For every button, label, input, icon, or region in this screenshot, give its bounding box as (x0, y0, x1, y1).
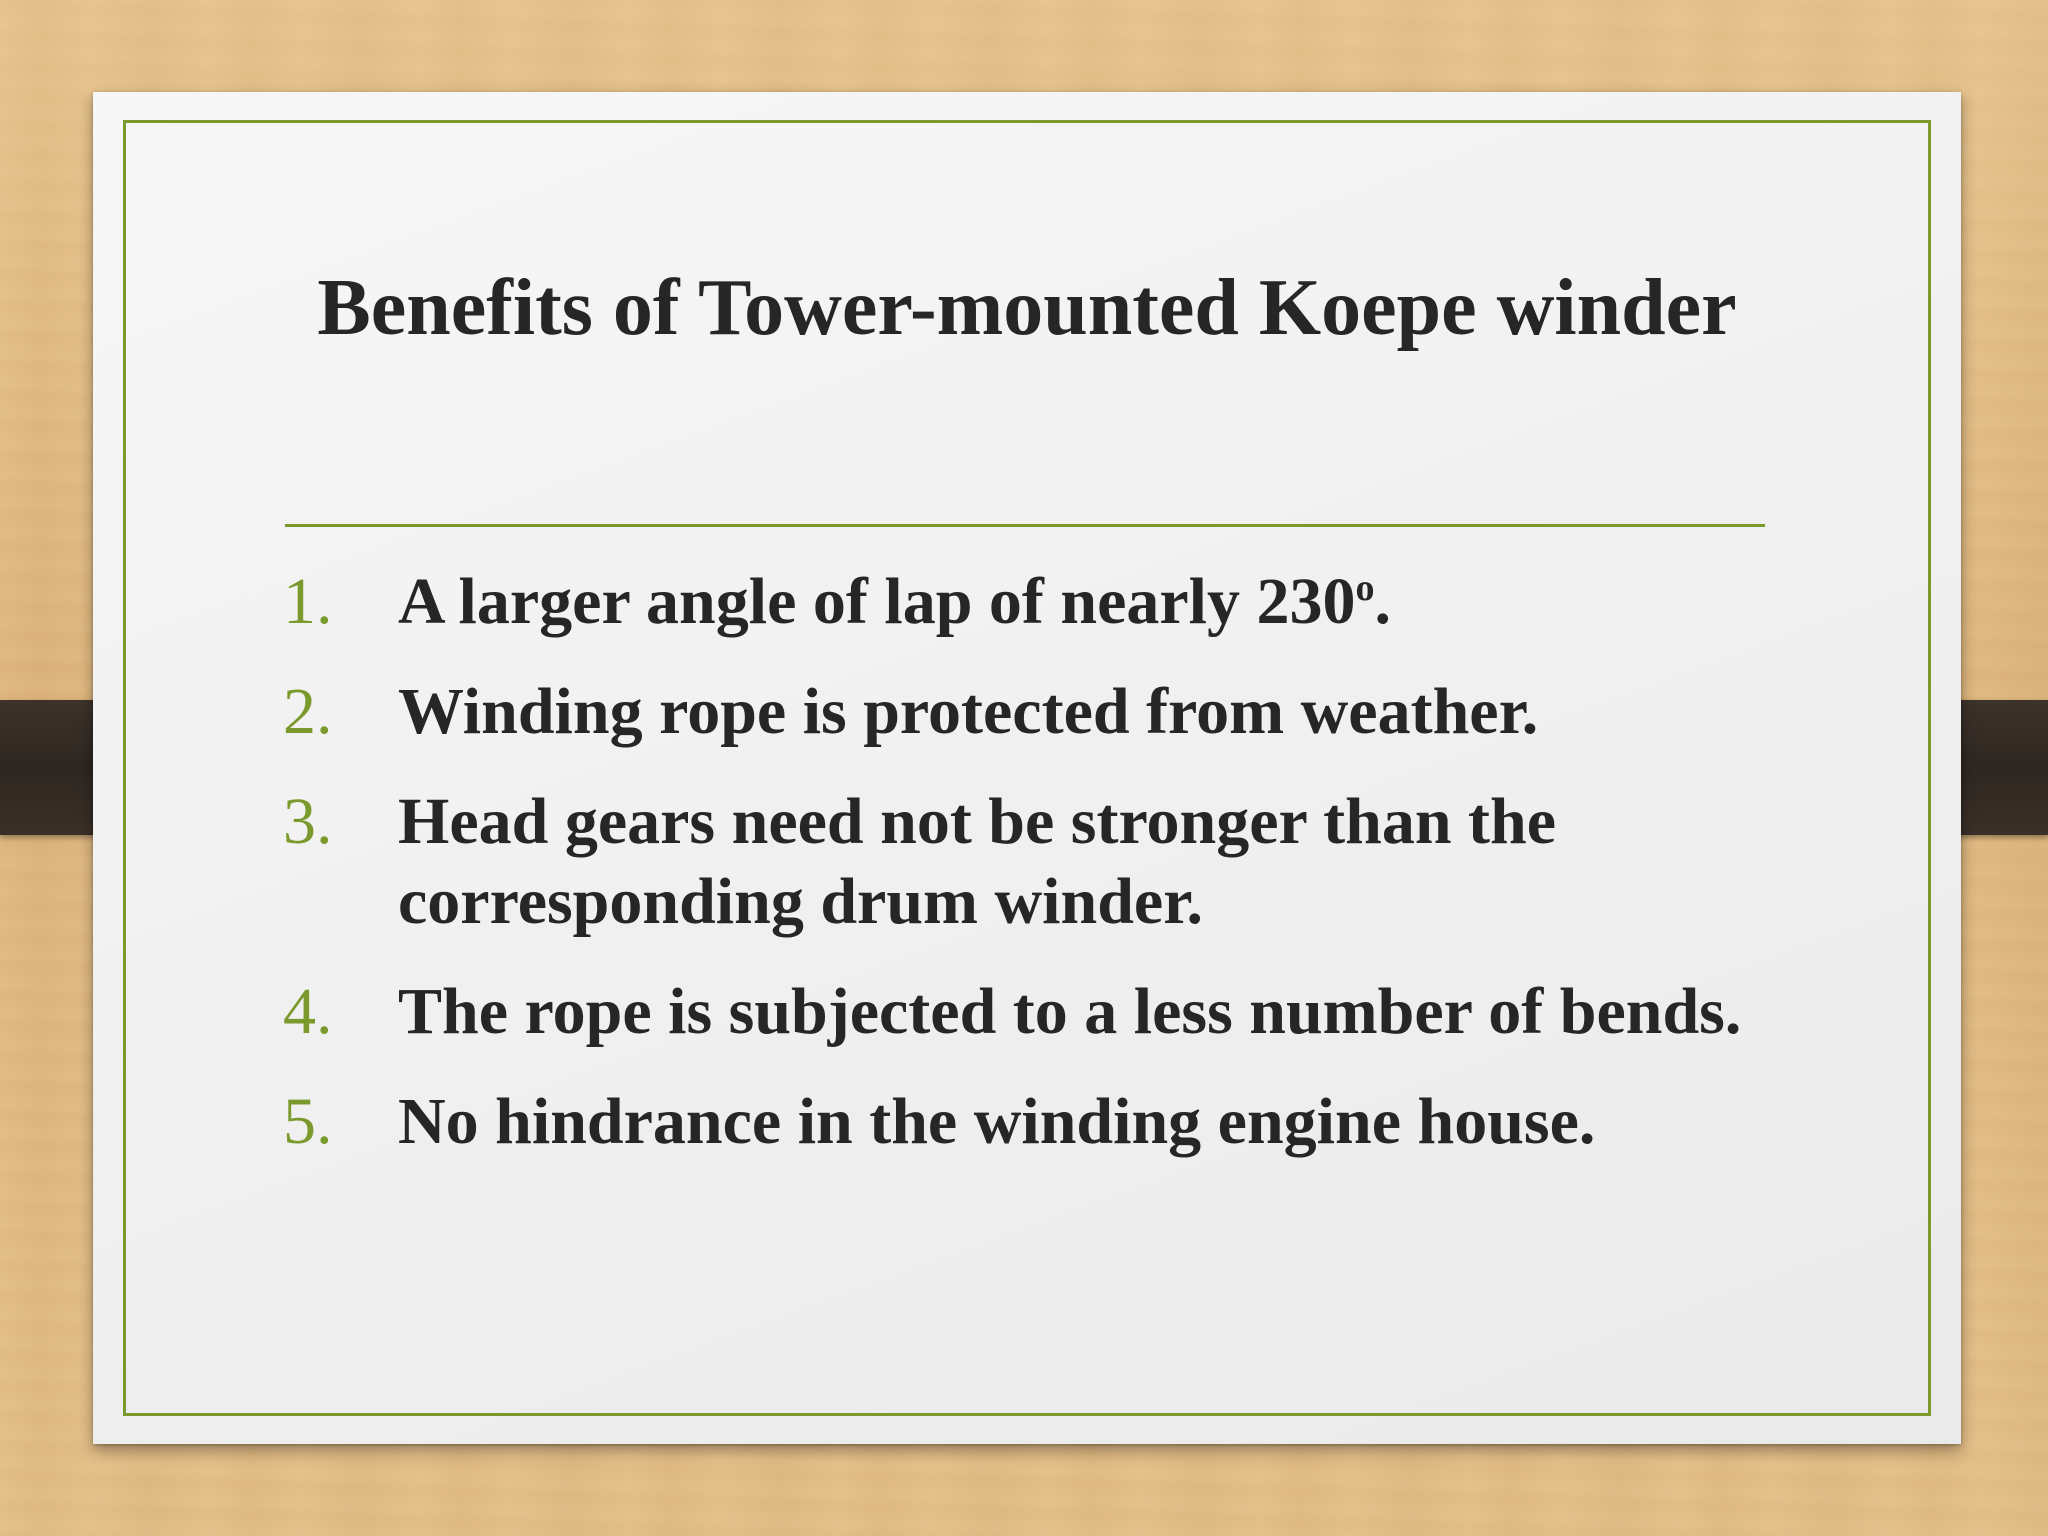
list-item (283, 562, 1843, 642)
list-item-text-main: A larger angle of lap of nearly 230 (398, 565, 1356, 638)
degree-superscript: o (1355, 567, 1375, 609)
list-item-number: 5. (283, 1085, 333, 1158)
list-item-text-suffix: . (1374, 565, 1392, 638)
list-item (283, 672, 1843, 752)
slide-card (93, 92, 1961, 1444)
list-item (283, 1082, 1843, 1162)
list-item (283, 972, 1843, 1052)
slide-title: Benefits of Tower-mounted Koepe winder (317, 264, 1737, 352)
list-item-text: The rope is subjected to a less number of bends. (398, 975, 1742, 1048)
list-item-number: 2. (283, 675, 333, 748)
list-item (283, 782, 1843, 942)
list-item-number: 3. (283, 785, 333, 858)
list-item-number: 4. (283, 975, 333, 1048)
title-divider (285, 524, 1765, 527)
list-item-text: Winding rope is protected from weather. (398, 675, 1539, 748)
list-item-number: 1. (283, 565, 333, 638)
list-item-text: Head gears need not be stronger than the corresponding drum winder. (398, 785, 1557, 938)
list-item-text (398, 562, 1843, 642)
list-item-text: No hindrance in the winding engine house. (398, 1085, 1596, 1158)
benefits-list (283, 562, 1843, 1192)
